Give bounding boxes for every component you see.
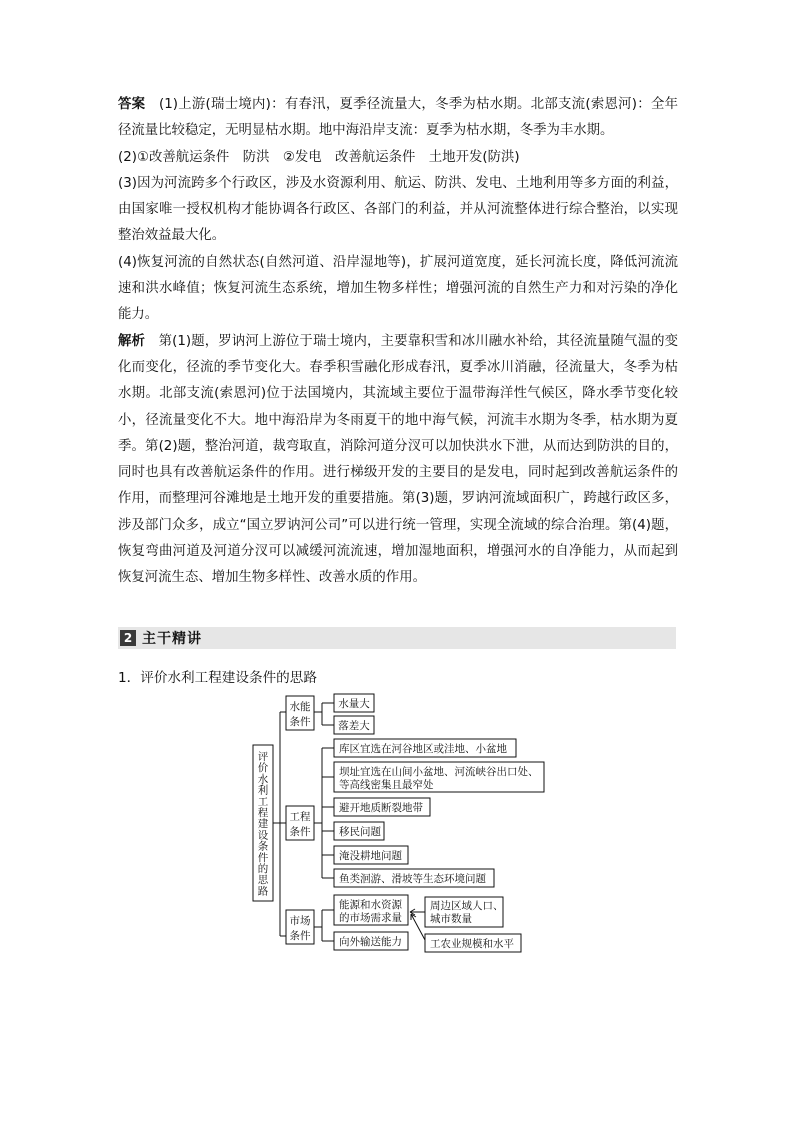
- answer-item-4: (4)恢复河流的自然状态(自然河道、沿岸湿地等)，扩展河道宽度，延长河流长度，降低河流流速和洪水峰值；恢复河流生态系统，增加生物多样性；增强河流的自然生产力和对污染的净化能力。: [118, 254, 678, 323]
- answer-item-3: (3)因为河流跨多个行政区，涉及水资源利用、航运、防洪、发电、土地利用等多方面的利益，由国家唯一授权机构才能协调各行政区、各部门的利益，并从河流整体进行综合整治，以实现整治效益最大化。: [118, 175, 678, 244]
- water-label-1: 水能: [289, 701, 311, 713]
- analysis-label: 解析: [118, 333, 146, 349]
- market-item-2: 向外输送能力: [339, 936, 402, 948]
- arrow-to-demand: [410, 909, 425, 915]
- market-item-1b: 的市场需求量: [339, 912, 402, 924]
- eng-label-1: 工程: [289, 811, 311, 823]
- eng-label-2: 条件: [289, 826, 311, 838]
- engineering-bracket: [314, 748, 334, 878]
- answer-label: 答案: [118, 97, 146, 112]
- section-title: 主干精讲: [142, 631, 202, 647]
- water-label-2: 条件: [289, 716, 311, 728]
- eng-item-4: 移民问题: [339, 826, 381, 838]
- water-item-2: 落差大: [338, 720, 370, 732]
- section-number: 2: [120, 630, 136, 646]
- eng-item-2a: 坝址宜选在山间小盆地、河流峡谷出口处、: [339, 766, 539, 778]
- market-item-1a: 能源和水资源: [339, 899, 402, 911]
- analysis-text: 第(1)题，罗讷河上游位于瑞士境内，主要靠积雪和冰川融水补给，其径流量随气温的变化而变化，径流的季节变化大。春季积雪融化形成春汛，夏季冰川消融，径流量大，冬季为枯水期。北部支流(索恩河)位于法国境内，其流域主要位于温带海洋性气候区，降水季节变化较小，径流量变化不大。地中海沿岸为冬雨夏干的地中海气候，河流丰水期为冬季，枯水期为夏季。第(2)题，整治河道，裁弯取直，消除河道分汊可以加快洪水下泄，从而达到防洪的目的，同时也具有改善航运条件的作用。进行梯级开发的主要目的是发电，同时起到改善航运条件的作用，而整理河谷滩地是土地开发的重要措施。第(3)题，罗讷河流域面积广，跨越行政区多，涉及部门众多，成立“国立罗讷河公司”可以进行统一管理，实现全流域的综合治理。第(4)题，恢复弯曲河道及河道分汊可以减缓河流流速，增加湿地面积，增强河水的自净能力，从而起到恢复河流生态、增加生物多样性、改善水质的作用。: [118, 333, 679, 586]
- main-bracket: [273, 712, 286, 936]
- arrow-to-demand-2: [411, 914, 425, 940]
- eng-item-6: 鱼类洄游、滑坡等生态环境问题: [339, 873, 486, 885]
- eng-item-1: 库区宜选在河谷地区或洼地、小盆地: [339, 743, 507, 755]
- answer-text-1: (1)上游(瑞士境内)：有春汛，夏季径流量大，冬季为枯水期。北部支流(索恩河)：全年径流量比较稳定，无明显枯水期。地中海沿岸支流：夏季为枯水期，冬季为丰水期。: [118, 97, 679, 139]
- factor-2: 工农业规模和水平: [430, 938, 514, 950]
- market-label-1: 市场: [289, 915, 311, 927]
- root-label: 评价水利工程建设条件的思路: [257, 751, 269, 898]
- water-item-1: 水量大: [338, 698, 370, 710]
- factor-1a: 周边区域人口、: [430, 900, 504, 912]
- market-label-2: 条件: [289, 930, 311, 942]
- eng-item-2b: 等高线密集且最窄处: [339, 779, 434, 791]
- subsection-heading: 1．评价水利工程建设条件的思路: [118, 670, 317, 686]
- water-bracket: [314, 703, 334, 725]
- answer-item-2: (2)①改善航运条件 防洪 ②发电 改善航运条件 土地开发(防洪): [118, 149, 520, 165]
- eng-item-5: 淹没耕地问题: [339, 850, 402, 862]
- factor-1b: 城市数量: [430, 913, 472, 925]
- market-bracket: [314, 910, 334, 941]
- eng-item-3: 避开地质断裂地带: [339, 802, 423, 814]
